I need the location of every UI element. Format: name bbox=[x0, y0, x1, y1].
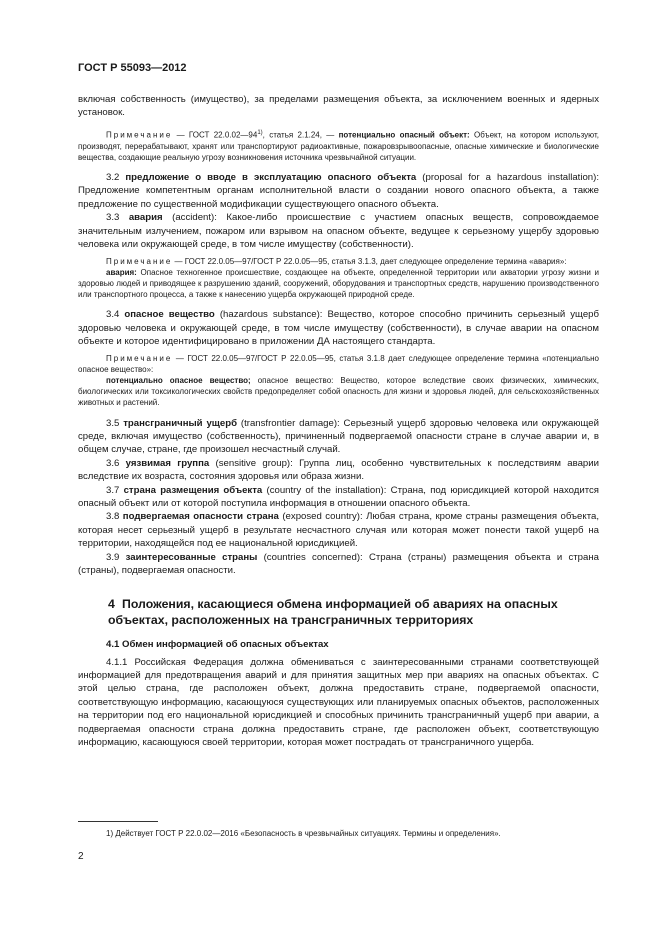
definition-3-6: 3.6 уязвимая группа (sensitive group): Группа лиц, особенно чувствительных к последствиям аварии вследствие их возраста, состояния здоровья или образа жизни. bbox=[78, 457, 599, 483]
running-header: ГОСТ Р 55093—2012 bbox=[78, 62, 187, 74]
subsection-4-1-heading: 4.1 Обмен информацией об опасных объектах bbox=[106, 638, 329, 650]
note-1: Примечание — ГОСТ 22.0.02—94$^{1)}$, статья 2.1.24, — потенциально опасный объект: Объект, на котором используют, производят, перерабатывают, хранят или транспортируют радиоактивные, пожаровзрывоопасные, опасные химические и биологические вещества, создающие реальную угрозу возникновения источника чрезвычайной ситуации. bbox=[78, 129, 599, 162]
section-4-heading: 4 Положения, касающиеся обмена информацией об авариях на опасных объектах, расположенных на трансграничных территориях bbox=[108, 597, 558, 628]
clause-4-1-1: 4.1.1 Российская Федерация должна обмениваться с заинтересованными странами соответствующей информацией для предотвращения аварий и для принятия защитных мер при авариях на опасных объектах. С этой целью страна, где расположен объект, должна предоставить стране, подвергаемой опасности, соответствующую информацию, касающуюся существующих или планируемых опасных объектов, расположенных на территории под его национальной юрисдикцией и способных причинить трансграничный ущерб при аварии, а подвергаемая опасности страна должна предоставить стране, где расположен объект, соответствующую информацию, касающуюся своей территории, которая может пострадать от трансграничного ущерба. bbox=[78, 656, 599, 749]
content-flow bbox=[78, 93, 599, 749]
page-number: 2 bbox=[78, 851, 84, 862]
paragraph-continued: включая собственность (имущество), за пределами размещения объекта, за исключением военных и ядерных установок. bbox=[78, 94, 599, 119]
definition-3-3: 3.3 авария (accident): Какое-либо происшествие с участием опасных веществ, сопровождаемое значительным излучением, пожаром или взрывом на опасном объекте, ведущее к серьезному ущербу здоровью человека или окружающей среде, в том числе имуществу (собственности). bbox=[78, 212, 599, 251]
note-3-definition: потенциально опасное вещество; опасное вещество: Вещество, которое вследствие своих физических, химических, биологических или токсикологических свойств предопределяет собой опасность для жизни и здоровья людей, для сельскохозяйственных животных и растений. bbox=[78, 375, 599, 408]
note-label: Примечание bbox=[106, 353, 173, 363]
note-label: Примечание bbox=[106, 256, 173, 266]
definition-3-5: 3.5 трансграничный ущерб (transfrontier damage): Серьезный ущерб здоровью человека или окружающей среде, включая имущество (собственность), причиненный подвергаемой опасности стране в случае аварии и, в общем случае, стране, где произошел несчастный случай. bbox=[78, 417, 599, 456]
note-label: Примечание bbox=[106, 130, 173, 140]
definition-3-8: 3.8 подвергаемая опасности страна (exposed country): Любая страна, кроме страны размещения объекта, которая несет серьезный ущерб в результате несчастного случая или которая может понести такой ущерб на территории, находящейся под ее национальной юрисдикцией. bbox=[78, 511, 599, 550]
definition-3-2: 3.2 предложение о вводе в эксплуатацию опасного объекта (proposal for a hazardous installation): Предложение компетентным органам исполнительной власти о создании нового опасного объекта, а также предложение по существенной модификации существующего опасного объекта. bbox=[78, 172, 599, 210]
note-2-definition: авария: Опасное техногенное происшествие, создающее на объекте, определенной территории или акватории угрозу жизни и здоровью людей и приводящее к разрушению зданий, сооружений, оборудования и транспортных средств, нарушению производственного или транспортного процесса, а также к нанесению ущерба окружающей природной среде. bbox=[78, 267, 599, 300]
note-2: Примечание — ГОСТ 22.0.05—97/ГОСТ Р 22.0.05—95, статья 3.1.3, дает следующее определение термина «авария»: bbox=[106, 256, 567, 266]
definition-3-7: 3.7 страна размещения объекта (country of the installation): Страна, под юрисдикцией которой находится опасный объект или от которой поступила информация в отношении опасного объекта. bbox=[78, 484, 599, 509]
note-3: Примечание — ГОСТ 22.0.05—97/ГОСТ Р 22.0.05—95, статья 3.1.8 дает следующее определение термина «потенциально опасное вещество»: bbox=[78, 353, 599, 374]
footnote-ref: 1) bbox=[257, 129, 263, 136]
footnote: 1) Действует ГОСТ Р 22.0.02—2016 «Безопасность в чрезвычайных ситуациях. Термины и определения». bbox=[106, 829, 501, 838]
note-term: потенциально опасный объект: bbox=[338, 130, 470, 140]
definition-3-9: 3.9 заинтересованные страны (countries concerned): Страна (страны) размещения объекта и страна (страны), подвергаемая опасности. bbox=[78, 551, 599, 577]
definition-3-4: 3.4 опасное вещество (hazardous substance): Вещество, которое способно причинить серьезный ущерб здоровью человека и окружающей среде, в том числе имуществу (собственности), в случае аварии на опасном объекте и которое идентифицировано в приложении ДА настоящего стандарта. bbox=[78, 309, 599, 348]
footnote-separator bbox=[78, 821, 158, 822]
